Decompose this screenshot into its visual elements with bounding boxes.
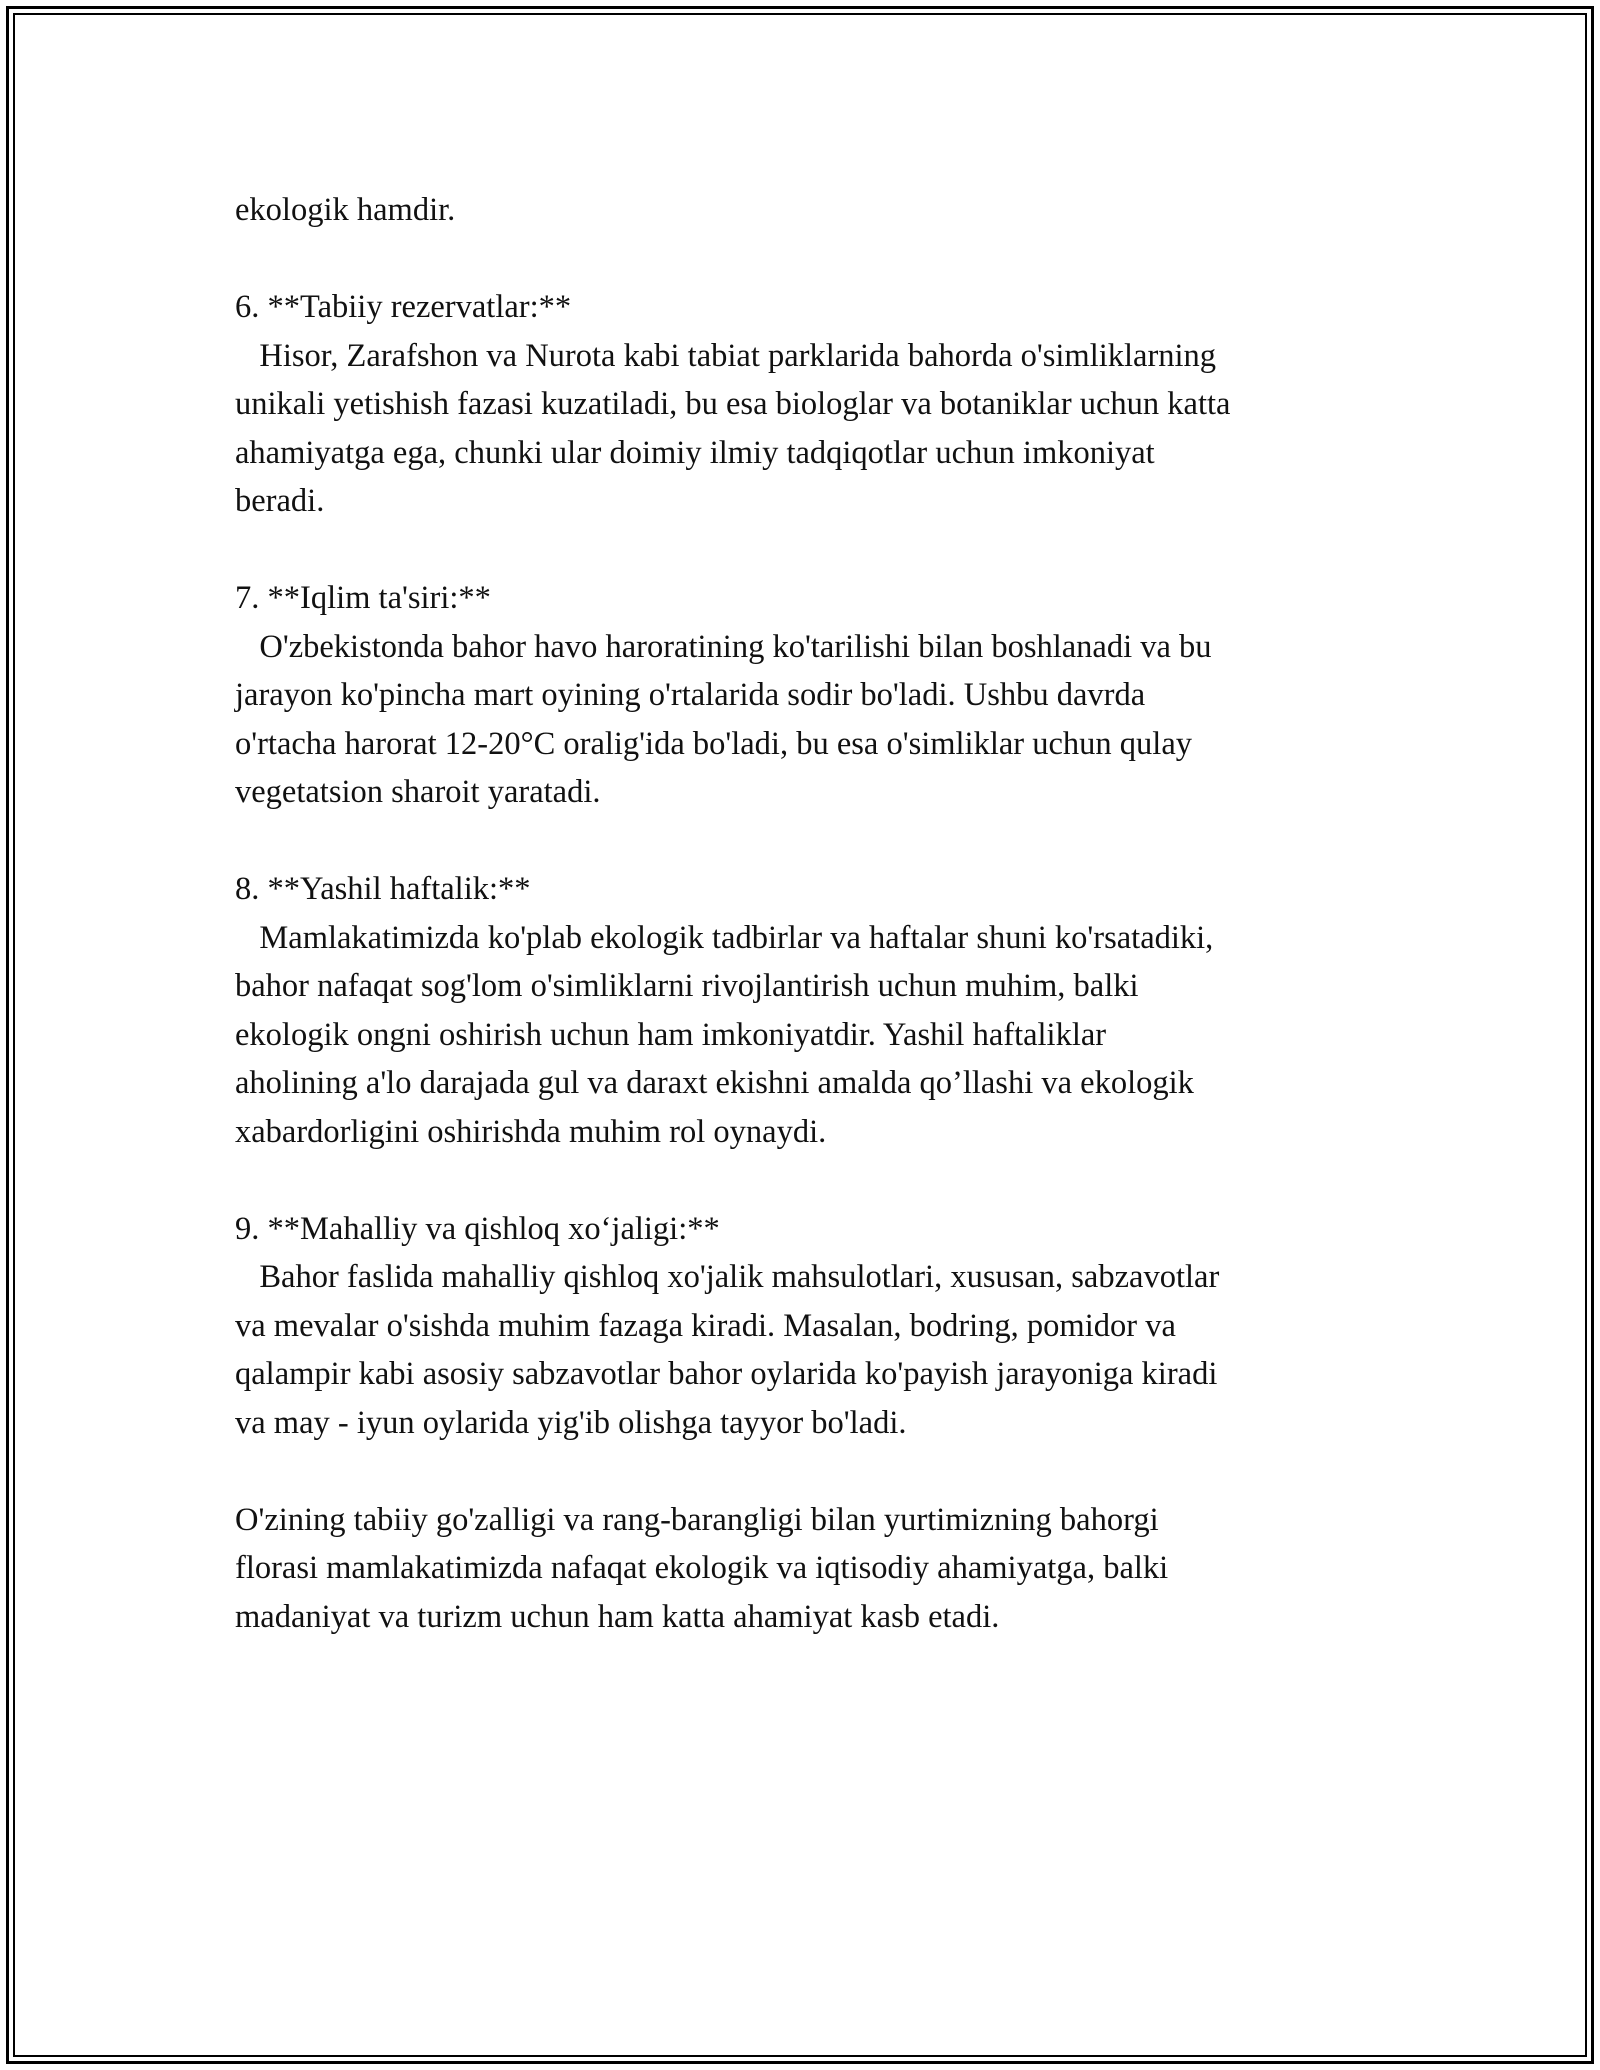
- section-heading-yashil-haftalik: 8. **Yashil haftalik:**: [235, 871, 531, 907]
- paragraph-line: ekologik ongni oshirish uchun ham imkoniyatdir. Yashil haftaliklar: [235, 1016, 1107, 1053]
- document-body: [235, 186, 1375, 1641]
- paragraph-line: jarayon ko'pincha mart oyining o'rtalarida sodir bo'ladi. Ushbu davrda: [235, 677, 1146, 713]
- paragraph-line: madaniyat va turizm uchun ham katta ahamiyat kasb etadi.: [235, 1598, 1000, 1635]
- paragraph-gap: [235, 1447, 1375, 1496]
- paragraph-gap: [235, 1156, 1375, 1205]
- paragraph-line: aholining a'lo darajada gul va daraxt ekishni amalda qo’llashi va ekologik: [235, 1065, 1194, 1101]
- paragraph-line: o'rtacha harorat 12-20°C oralig'ida bo'ladi, bu esa o'simliklar uchun qulay: [235, 725, 1192, 762]
- paragraph-line: ahamiyatga ega, chunki ular doimiy ilmiy tadqiqotlar uchun imkoniyat: [235, 434, 1155, 471]
- paragraph-line: xabardorligini oshirishda muhim rol oynaydi.: [235, 1113, 827, 1150]
- section-heading-tabiiy-rezervatlar: 6. **Tabiiy rezervatlar:**: [235, 289, 572, 325]
- section-heading-iqlim-tasiri: 7. **Iqlim ta'siri:**: [235, 580, 491, 616]
- paragraph-line: O'zining tabiiy go'zalligi va rang-barangligi bilan yurtimizning bahorgi: [235, 1501, 1159, 1538]
- paragraph-gap: [235, 235, 1375, 284]
- paragraph-line: Mamlakatimizda ko'plab ekologik tadbirlar va haftalar shuni ko'rsatadiki,: [235, 919, 1214, 956]
- paragraph-line: qalampir kabi asosiy sabzavotlar bahor oylarida ko'payish jarayoniga kiradi: [235, 1356, 1218, 1392]
- paragraph-line: florasi mamlakatimizda nafaqat ekologik va iqtisodiy ahamiyatga, balki: [235, 1550, 1169, 1586]
- paragraph-line: va mevalar o'sishda muhim fazaga kiradi. Masalan, bodring, pomidor va: [235, 1307, 1176, 1344]
- paragraph-gap: [235, 817, 1375, 866]
- paragraph-line: vegetatsion sharoit yaratadi.: [235, 774, 601, 810]
- paragraph-line: ekologik hamdir.: [235, 192, 456, 228]
- paragraph-line: unikali yetishish fazasi kuzatiladi, bu esa biologlar va botaniklar uchun katta: [235, 386, 1231, 422]
- paragraph-line: va may - iyun oylarida yig'ib olishga tayyor bo'ladi.: [235, 1404, 907, 1441]
- paragraph-line: beradi.: [235, 483, 325, 519]
- paragraph-line: Bahor faslida mahalliy qishloq xo'jalik mahsulotlari, xususan, sabzavotlar: [235, 1259, 1220, 1295]
- paragraph-gap: [235, 526, 1375, 575]
- paragraph-line: Hisor, Zarafshon va Nurota kabi tabiat parklarida bahorda o'simliklarning: [235, 337, 1217, 374]
- paragraph-line: O'zbekistonda bahor havo haroratining ko'tarilishi bilan boshlanadi va bu: [235, 628, 1212, 665]
- section-heading-mahalliy-qishloq-xojaligi: 9. **Mahalliy va qishloq xo‘jaligi:**: [235, 1210, 720, 1247]
- paragraph-line: bahor nafaqat sog'lom o'simliklarni rivojlantirish uchun muhim, balki: [235, 968, 1139, 1004]
